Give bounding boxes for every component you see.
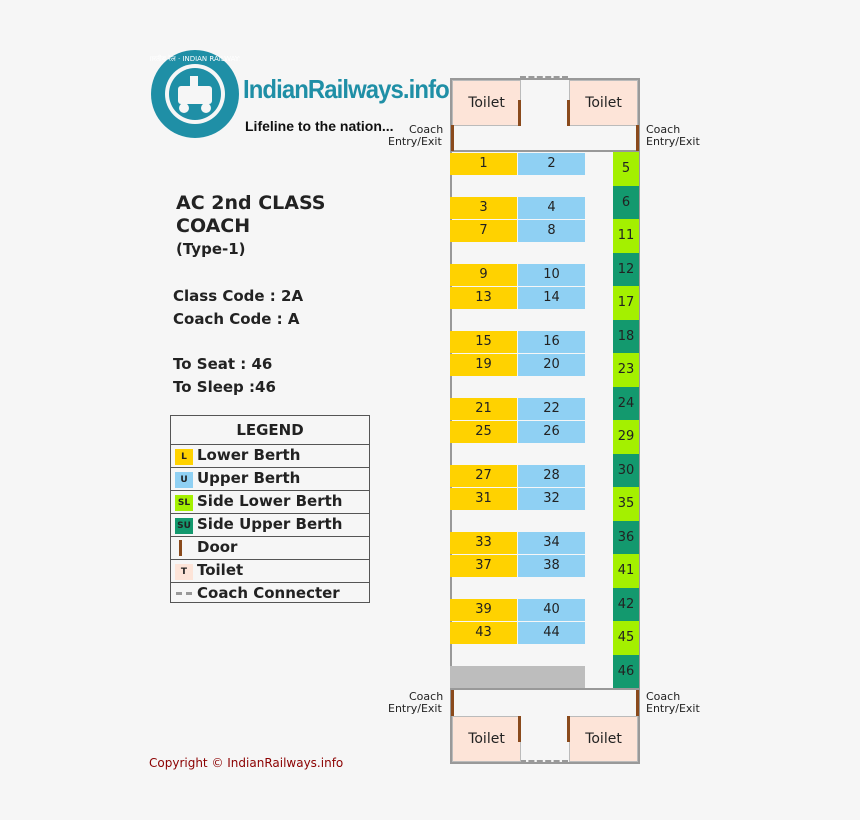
coach-title-line2: COACH [176,215,251,237]
legend-item-door [171,536,369,559]
side-lower-berth-5[interactable]: 5 [613,152,639,186]
tagline: Lifeline to the nation... [245,118,394,134]
indian-railways-emblem-icon [150,48,240,140]
side-lower-berth-17[interactable]: 17 [613,286,639,320]
coach-type: (Type-1) [176,240,246,258]
legend-item-coach-connecter [171,582,369,605]
lower-berth-33[interactable]: 33 [450,532,517,554]
lower-berth-31[interactable]: 31 [450,488,517,510]
lower-berth-7[interactable]: 7 [450,220,517,242]
upper-berth-8[interactable]: 8 [518,220,585,242]
site-name[interactable]: IndianRailways.info [243,74,449,104]
entry-label-top-right-line2: Entry/Exit [646,135,700,148]
door-icon [518,100,521,126]
upper-berth-34[interactable]: 34 [518,532,585,554]
legend-item-upper-berth [171,467,369,490]
upper-berth-38[interactable]: 38 [518,555,585,577]
toilet-bottom-right: Toilet [569,716,638,762]
copyright: Copyright © IndianRailways.info [149,756,344,770]
upper-berth-40[interactable]: 40 [518,599,585,621]
entry-label-top-right-line1: Coach [646,123,681,136]
coach-title-line1: AC 2nd CLASS [176,192,326,214]
legend [170,415,370,603]
side-lower-berth-23[interactable]: 23 [613,353,639,387]
toilet-top-right: Toilet [569,80,638,126]
door-icon [636,125,639,151]
legend-label: Toilet [197,561,244,579]
lower-berth-9[interactable]: 9 [450,264,517,286]
side-upper-berth-12[interactable]: 12 [613,253,639,286]
lower-berth-37[interactable]: 37 [450,555,517,577]
seat-count: To Seat : 46 [173,355,273,373]
toilet-top-left: Toilet [452,80,521,126]
entry-label-bottom-right-line1: Coach [646,690,681,703]
side-upper-berth-36[interactable]: 36 [613,521,639,554]
lower-berth-27[interactable]: 27 [450,465,517,487]
door-icon [567,716,570,742]
entry-label-bottom-right-line2: Entry/Exit [646,702,700,715]
lower-berth-39[interactable]: 39 [450,599,517,621]
lower-berth-21[interactable]: 21 [450,398,517,420]
lower-berth-13[interactable]: 13 [450,287,517,309]
door-icon [451,690,454,716]
legend-item-toilet [171,559,369,582]
coach-code: Coach Code : A [173,310,300,328]
side-lower-berth-41[interactable]: 41 [613,554,639,588]
legend-label: Coach Connecter [197,584,340,602]
lower-berth-1[interactable]: 1 [450,153,517,175]
legend-label: Side Lower Berth [197,492,343,510]
lower-berth-15[interactable]: 15 [450,331,517,353]
legend-label: Lower Berth [197,446,301,464]
legend-item-side-upper-berth [171,513,369,536]
upper-berth-10[interactable]: 10 [518,264,585,286]
side-lower-berth-35[interactable]: 35 [613,487,639,521]
entry-label-line1: Coach [409,123,444,136]
side-lower-berth-29[interactable]: 29 [613,420,639,454]
sleep-count: To Sleep :46 [173,378,276,396]
side-upper-berth-24[interactable]: 24 [613,387,639,420]
door-icon [451,125,454,151]
upper-berth-16[interactable]: 16 [518,331,585,353]
side-upper-berth-30[interactable]: 30 [613,454,639,487]
entry-label-bottom-left-line1: Coach [409,690,444,703]
door-icon [518,716,521,742]
upper-berth-20[interactable]: 20 [518,354,585,376]
upper-berth-28[interactable]: 28 [518,465,585,487]
coach-connecter-bottom [520,760,568,763]
lower-berth-3[interactable]: 3 [450,197,517,219]
upper-berth-26[interactable]: 26 [518,421,585,443]
legend-label: Side Upper Berth [197,515,343,533]
door-icon [567,100,570,126]
side-upper-berth-18[interactable]: 18 [613,320,639,353]
vestibule-wall [450,150,640,152]
coach-connecter-icon [176,592,192,595]
upper-berth-32[interactable]: 32 [518,488,585,510]
blank-berth-area [450,666,585,688]
toilet-bottom-left: Toilet [452,716,521,762]
entry-label-top-left-line2: Entry/Exit [388,135,442,148]
vestibule-wall [450,688,640,690]
lower-berth-19[interactable]: 19 [450,354,517,376]
lower-berth-25[interactable]: 25 [450,421,517,443]
entry-label-bottom-left-line2: Entry/Exit [388,702,442,715]
class-code: Class Code : 2A [173,287,304,305]
upper-berth-4[interactable]: 4 [518,197,585,219]
lower-berth-43[interactable]: 43 [450,622,517,644]
side-upper-berth-42[interactable]: 42 [613,588,639,621]
legend-label: Upper Berth [197,469,301,487]
side-lower-berth-45[interactable]: 45 [613,621,639,655]
upper-berth-swatch: U [175,472,193,488]
door-icon [179,540,182,556]
legend-item-lower-berth [171,444,369,467]
emblem-text: भारतीय रेल · INDIAN RAILWAYS [150,55,240,63]
upper-berth-22[interactable]: 22 [518,398,585,420]
legend-label: Door [197,538,238,556]
door-icon [636,690,639,716]
upper-berth-2[interactable]: 2 [518,153,585,175]
side-lower-berth-swatch: SL [175,495,193,511]
legend-item-side-lower-berth [171,490,369,513]
upper-berth-14[interactable]: 14 [518,287,585,309]
coach-connecter-top [520,76,568,79]
side-upper-berth-swatch: SU [175,518,193,534]
upper-berth-44[interactable]: 44 [518,622,585,644]
lower-berth-swatch: L [175,449,193,465]
side-upper-berth-46[interactable]: 46 [613,655,639,688]
side-upper-berth-6[interactable]: 6 [613,186,639,219]
side-lower-berth-11[interactable]: 11 [613,219,639,253]
toilet-swatch: T [175,564,193,580]
legend-heading: LEGEND [236,421,304,439]
